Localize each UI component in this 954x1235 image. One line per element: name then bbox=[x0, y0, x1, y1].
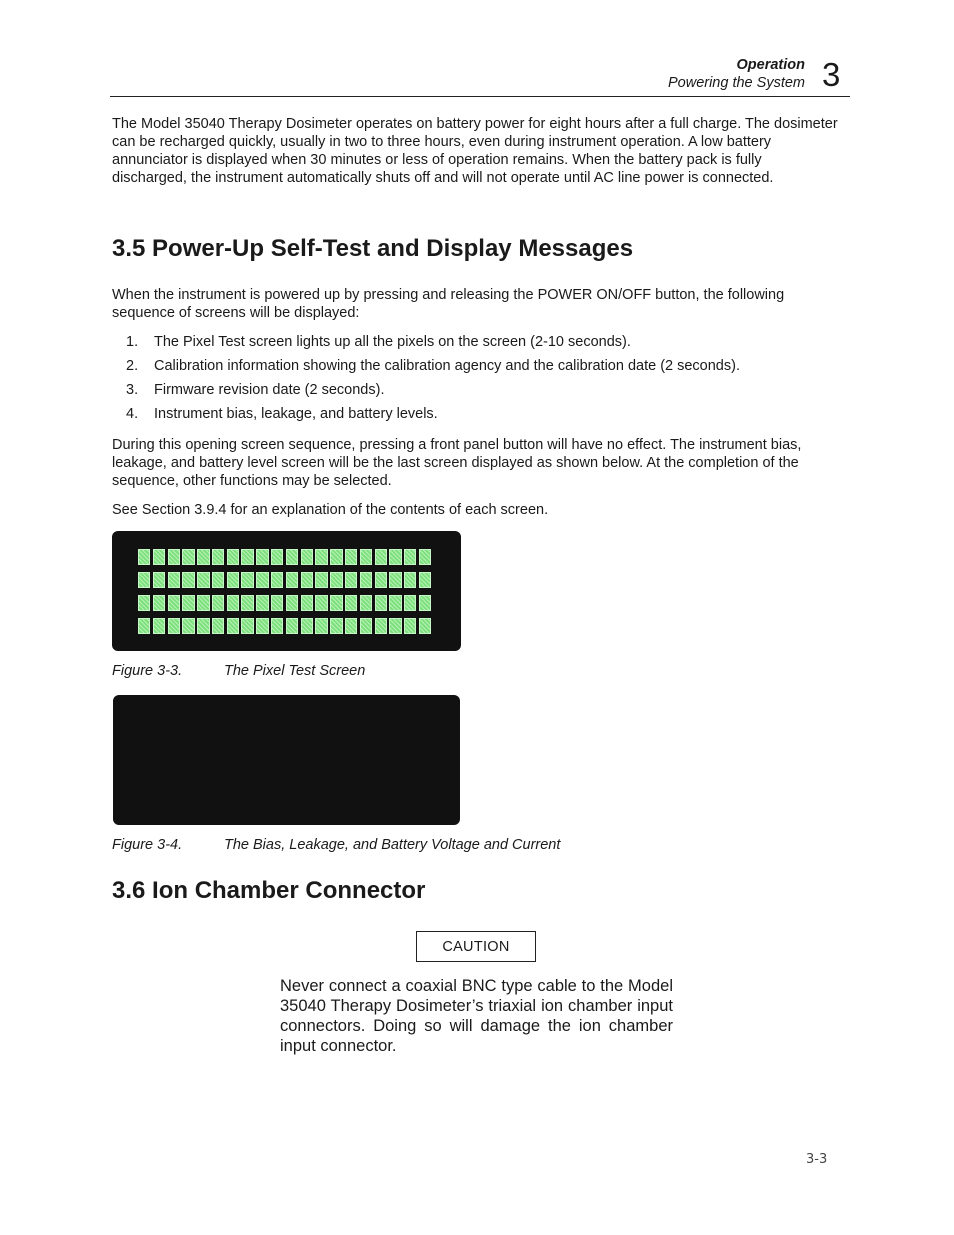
pixel-cell bbox=[256, 618, 268, 634]
pixel-cell bbox=[212, 572, 224, 588]
pixel-cell bbox=[404, 572, 416, 588]
pixel-cell bbox=[360, 618, 372, 634]
pixel-cell bbox=[153, 572, 165, 588]
pixel-row bbox=[138, 595, 434, 611]
pixel-cell bbox=[389, 549, 401, 565]
pixel-cell bbox=[315, 549, 327, 565]
pixel-cell bbox=[286, 595, 298, 611]
figure-caption-text: The Pixel Test Screen bbox=[224, 663, 366, 679]
list-item-number: 1. bbox=[126, 334, 139, 350]
pixel-cell bbox=[197, 549, 209, 565]
pixel-cell bbox=[315, 595, 327, 611]
list-item bbox=[112, 333, 840, 357]
pixel-cell bbox=[360, 549, 372, 565]
list-item bbox=[112, 405, 840, 429]
pixel-cell bbox=[389, 618, 401, 634]
section-3-5-heading: 3.5 Power-Up Self-Test and Display Messages bbox=[112, 235, 634, 262]
screen-sequence-list bbox=[112, 333, 840, 429]
pixel-cell bbox=[301, 572, 313, 588]
pixel-cell bbox=[330, 595, 342, 611]
pixel-cell bbox=[168, 595, 180, 611]
list-item-text: Firmware revision date (2 seconds). bbox=[154, 382, 385, 398]
figure-caption-text: The Bias, Leakage, and Battery Voltage and Current bbox=[224, 837, 561, 853]
pixel-cell bbox=[301, 618, 313, 634]
pixel-cell bbox=[153, 618, 165, 634]
list-item bbox=[112, 381, 840, 405]
caution-text: Never connect a coaxial BNC type cable to the Model 35040 Therapy Dosimeter’s triaxial ion chamber input connectors. Doing so will damage the ion chamber input connector. bbox=[280, 977, 673, 1055]
pixel-cell bbox=[389, 595, 401, 611]
pixel-cell bbox=[375, 618, 387, 634]
pixel-cell bbox=[197, 595, 209, 611]
pixel-cell bbox=[138, 549, 150, 565]
pixel-cell bbox=[375, 572, 387, 588]
pixel-grid bbox=[138, 549, 434, 641]
list-item bbox=[112, 357, 840, 381]
pixel-cell bbox=[330, 549, 342, 565]
pixel-cell bbox=[241, 618, 253, 634]
pixel-cell bbox=[168, 572, 180, 588]
pixel-cell bbox=[419, 572, 431, 588]
pixel-cell bbox=[241, 572, 253, 588]
pixel-cell bbox=[315, 572, 327, 588]
pixel-cell bbox=[271, 595, 283, 611]
list-item-text: Instrument bias, leakage, and battery levels. bbox=[154, 406, 438, 422]
pixel-cell bbox=[197, 572, 209, 588]
list-item-number: 2. bbox=[126, 358, 139, 374]
pixel-cell bbox=[419, 618, 431, 634]
pixel-row bbox=[138, 549, 434, 565]
pixel-cell bbox=[197, 618, 209, 634]
pixel-cell bbox=[375, 549, 387, 565]
pixel-cell bbox=[182, 549, 194, 565]
pixel-cell bbox=[212, 549, 224, 565]
pixel-cell bbox=[168, 618, 180, 634]
figure-3-3-caption bbox=[112, 663, 365, 679]
pixel-cell bbox=[182, 595, 194, 611]
pixel-cell bbox=[212, 595, 224, 611]
pixel-cell bbox=[256, 595, 268, 611]
list-item-text: Calibration information showing the calibration agency and the calibration date (2 seconds). bbox=[154, 358, 740, 374]
pixel-cell bbox=[227, 595, 239, 611]
pixel-cell bbox=[389, 572, 401, 588]
chapter-number: 3 bbox=[822, 56, 841, 93]
pixel-cell bbox=[345, 618, 357, 634]
pixel-cell bbox=[286, 549, 298, 565]
pixel-cell bbox=[138, 595, 150, 611]
pixel-cell bbox=[345, 572, 357, 588]
pixel-cell bbox=[227, 572, 239, 588]
pixel-cell bbox=[182, 572, 194, 588]
pixel-cell bbox=[404, 595, 416, 611]
pixel-cell bbox=[330, 618, 342, 634]
figure-label: Figure 3-3. bbox=[112, 663, 183, 679]
page-number: 3-3 bbox=[806, 1152, 828, 1167]
pixel-cell bbox=[256, 572, 268, 588]
pixel-cell bbox=[286, 618, 298, 634]
pixel-cell bbox=[212, 618, 224, 634]
list-item-number: 3. bbox=[126, 382, 139, 398]
pixel-cell bbox=[301, 595, 313, 611]
figure-3-4-caption bbox=[112, 837, 560, 853]
pixel-cell bbox=[241, 595, 253, 611]
pixel-cell bbox=[345, 549, 357, 565]
pixel-cell bbox=[182, 618, 194, 634]
pixel-cell bbox=[271, 549, 283, 565]
pixel-cell bbox=[315, 618, 327, 634]
header-divider bbox=[110, 96, 850, 97]
pixel-test-screen-figure bbox=[112, 531, 461, 651]
pixel-row bbox=[138, 572, 434, 588]
pixel-cell bbox=[286, 572, 298, 588]
pixel-cell bbox=[227, 549, 239, 565]
running-header-section: Powering the System bbox=[667, 75, 805, 91]
section-3-5-paragraph-3: See Section 3.9.4 for an explanation of the contents of each screen. bbox=[112, 502, 549, 518]
caution-label-box: CAUTION bbox=[416, 931, 536, 962]
pixel-cell bbox=[271, 618, 283, 634]
pixel-cell bbox=[168, 549, 180, 565]
pixel-cell bbox=[404, 618, 416, 634]
pixel-cell bbox=[153, 549, 165, 565]
figure-label: Figure 3-4. bbox=[112, 837, 183, 853]
pixel-cell bbox=[256, 549, 268, 565]
pixel-cell bbox=[138, 572, 150, 588]
pixel-cell bbox=[360, 595, 372, 611]
pixel-cell bbox=[360, 572, 372, 588]
pixel-cell bbox=[419, 595, 431, 611]
pixel-cell bbox=[153, 595, 165, 611]
pixel-cell bbox=[138, 618, 150, 634]
pixel-cell bbox=[375, 595, 387, 611]
intro-paragraph: The Model 35040 Therapy Dosimeter operates on battery power for eight hours after a full charge. The dosimeter can be recharged quickly, usually in two to three hours, even during instrument operation. A low battery annunciator is displayed when 30 minutes or less of operation remains. When the battery pack is fully discharged, the instrument automatically shuts off and will not operate until AC line power is connected. bbox=[112, 116, 838, 186]
pixel-cell bbox=[241, 549, 253, 565]
pixel-cell bbox=[404, 549, 416, 565]
pixel-cell bbox=[419, 549, 431, 565]
pixel-cell bbox=[345, 595, 357, 611]
section-3-6-heading: 3.6 Ion Chamber Connector bbox=[112, 877, 426, 904]
pixel-row bbox=[138, 618, 434, 634]
pixel-cell bbox=[301, 549, 313, 565]
section-3-5-paragraph-2: During this opening screen sequence, pressing a front panel button will have no effect. The instrument bias, leakage, and battery level screen will be the last screen displayed as shown below. At the completion of the sequence, other functions may be selected. bbox=[112, 437, 802, 489]
list-item-number: 4. bbox=[126, 406, 139, 422]
bias-leakage-screen-figure bbox=[113, 695, 460, 825]
running-header-chapter: Operation bbox=[736, 57, 805, 73]
list-item-text: The Pixel Test screen lights up all the pixels on the screen (2-10 seconds). bbox=[154, 334, 631, 350]
section-3-5-intro: When the instrument is powered up by pressing and releasing the POWER ON/OFF button, the following sequence of screens will be displayed: bbox=[112, 287, 785, 321]
pixel-cell bbox=[227, 618, 239, 634]
pixel-cell bbox=[330, 572, 342, 588]
pixel-cell bbox=[271, 572, 283, 588]
